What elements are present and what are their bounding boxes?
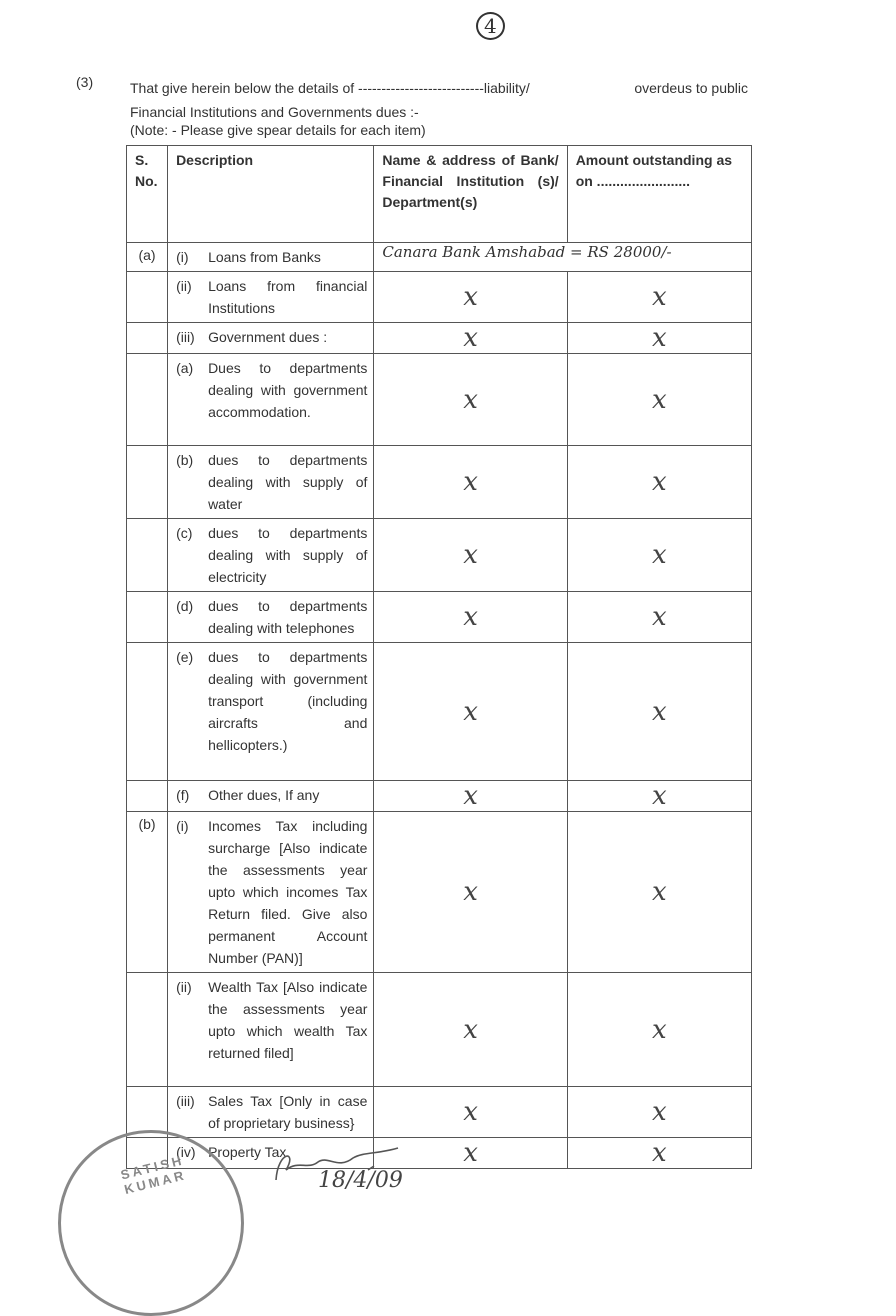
bank-mark: x	[374, 323, 567, 354]
amount-mark: x	[567, 643, 751, 781]
amount-mark: x	[567, 1138, 751, 1169]
bank-mark: x	[374, 1087, 567, 1138]
row-sno: (b)	[127, 812, 168, 973]
table-row	[127, 446, 752, 519]
amount-mark: x	[567, 446, 751, 519]
row-description	[168, 812, 374, 973]
row-text: dues to departments dealing with government transport (including aircrafts and hellicopters.)	[208, 649, 368, 753]
amount-mark: x	[567, 812, 751, 973]
row-text: Government dues :	[208, 329, 328, 345]
bank-mark: x	[374, 643, 567, 781]
row-description	[168, 519, 374, 592]
table-row	[127, 592, 752, 643]
amount-mark: x	[567, 323, 751, 354]
row-text: Dues to departments dealing with government accommodation.	[208, 360, 368, 420]
intro-line2: Financial Institutions and Governments dues :-	[130, 104, 419, 120]
row-text: Wealth Tax [Also indicate the assessments year upto which wealth Tax returned filed]	[208, 979, 368, 1061]
table-row	[127, 812, 752, 973]
bank-mark: x	[374, 519, 567, 592]
bank-mark: x	[374, 354, 567, 446]
stamp-text: SATISH KUMAR	[119, 1152, 188, 1198]
bank-mark: x	[374, 272, 567, 323]
bank-mark: x	[374, 973, 567, 1087]
row-key: (ii)	[176, 278, 192, 294]
amount-mark: x	[567, 519, 751, 592]
row-sno	[127, 323, 168, 354]
row-description	[168, 272, 374, 323]
row-sno	[127, 354, 168, 446]
table-row	[127, 272, 752, 323]
table-row	[127, 323, 752, 354]
row-text: Incomes Tax including surcharge [Also indicate the assessments year upto which incomes Tax Return filed. Give also permanent Account Number (PAN)]	[208, 818, 368, 966]
header-amount: Amount outstanding as on ........................	[567, 146, 751, 243]
row-description	[168, 781, 374, 812]
row-sno	[127, 973, 168, 1087]
amount-mark: x	[567, 354, 751, 446]
header-description: Description	[168, 146, 374, 243]
amount-mark: x	[567, 781, 751, 812]
liabilities-table	[126, 145, 752, 1169]
row-text: Loans from Banks	[208, 249, 321, 265]
table-row	[127, 643, 752, 781]
row-key: (f)	[176, 787, 190, 803]
amount-mark: x	[567, 272, 751, 323]
row-text: Loans from financial Institutions	[208, 278, 368, 316]
row-sno	[127, 781, 168, 812]
table-row	[127, 1087, 752, 1138]
table-row	[127, 781, 752, 812]
row-key: (iii)	[176, 1093, 195, 1109]
table-row	[127, 243, 752, 272]
bank-mark: x	[374, 812, 567, 973]
row-key: (iv)	[176, 1144, 196, 1160]
row-text: dues to departments dealing with supply of electricity	[208, 525, 368, 585]
row-sno: (a)	[127, 243, 168, 272]
row-sno	[127, 643, 168, 781]
row-text: Sales Tax [Only in case of proprietary business}	[208, 1093, 368, 1131]
amount-mark: x	[567, 973, 751, 1087]
header-row	[127, 146, 752, 243]
row-key: (ii)	[176, 979, 192, 995]
page-number: 4	[476, 14, 505, 38]
row-sno	[127, 446, 168, 519]
bank-entry: Canara Bank Amshabad = RS 28000/-	[374, 243, 752, 272]
row-key: (iii)	[176, 329, 195, 345]
bank-mark: x	[374, 446, 567, 519]
row-description	[168, 323, 374, 354]
official-stamp	[58, 1130, 244, 1316]
bank-mark: x	[374, 592, 567, 643]
header-bank: Name & address of Bank/ Financial Institution (s)/ Department(s)	[374, 146, 567, 243]
table-row	[127, 519, 752, 592]
row-key: (a)	[176, 360, 194, 376]
intro-line1-right: overdeus to public	[634, 80, 748, 96]
bank-mark: x	[374, 781, 567, 812]
row-key: (e)	[176, 649, 194, 665]
row-text: dues to departments dealing with telephones	[208, 598, 368, 636]
bank-mark: x	[374, 1138, 567, 1169]
section-intro	[130, 76, 748, 124]
intro-line1-left: That give herein below the details of ---------------------------liability/	[130, 80, 530, 96]
header-sno: S. No.	[127, 146, 168, 243]
row-text: Other dues, If any	[208, 787, 320, 803]
row-description	[168, 643, 374, 781]
row-text: dues to departments dealing with supply of water	[208, 452, 368, 512]
signature-date: 18/4/09	[318, 1168, 403, 1193]
row-key: (i)	[176, 249, 189, 265]
row-key: (i)	[176, 818, 189, 834]
amount-mark: x	[567, 1087, 751, 1138]
table-row	[127, 973, 752, 1087]
section-note: (Note: - Please give spear details for each item)	[130, 122, 426, 138]
table-row	[127, 354, 752, 446]
row-description	[168, 354, 374, 446]
row-key: (d)	[176, 598, 194, 614]
row-sno	[127, 272, 168, 323]
row-description	[168, 973, 374, 1087]
row-sno	[127, 519, 168, 592]
row-description	[168, 592, 374, 643]
row-description	[168, 446, 374, 519]
row-description	[168, 1087, 374, 1138]
row-text: Property Tax	[208, 1144, 287, 1160]
row-key: (c)	[176, 525, 193, 541]
row-sno	[127, 592, 168, 643]
amount-mark: x	[567, 592, 751, 643]
row-description	[168, 243, 374, 272]
section-number: (3)	[76, 74, 94, 90]
row-key: (b)	[176, 452, 194, 468]
